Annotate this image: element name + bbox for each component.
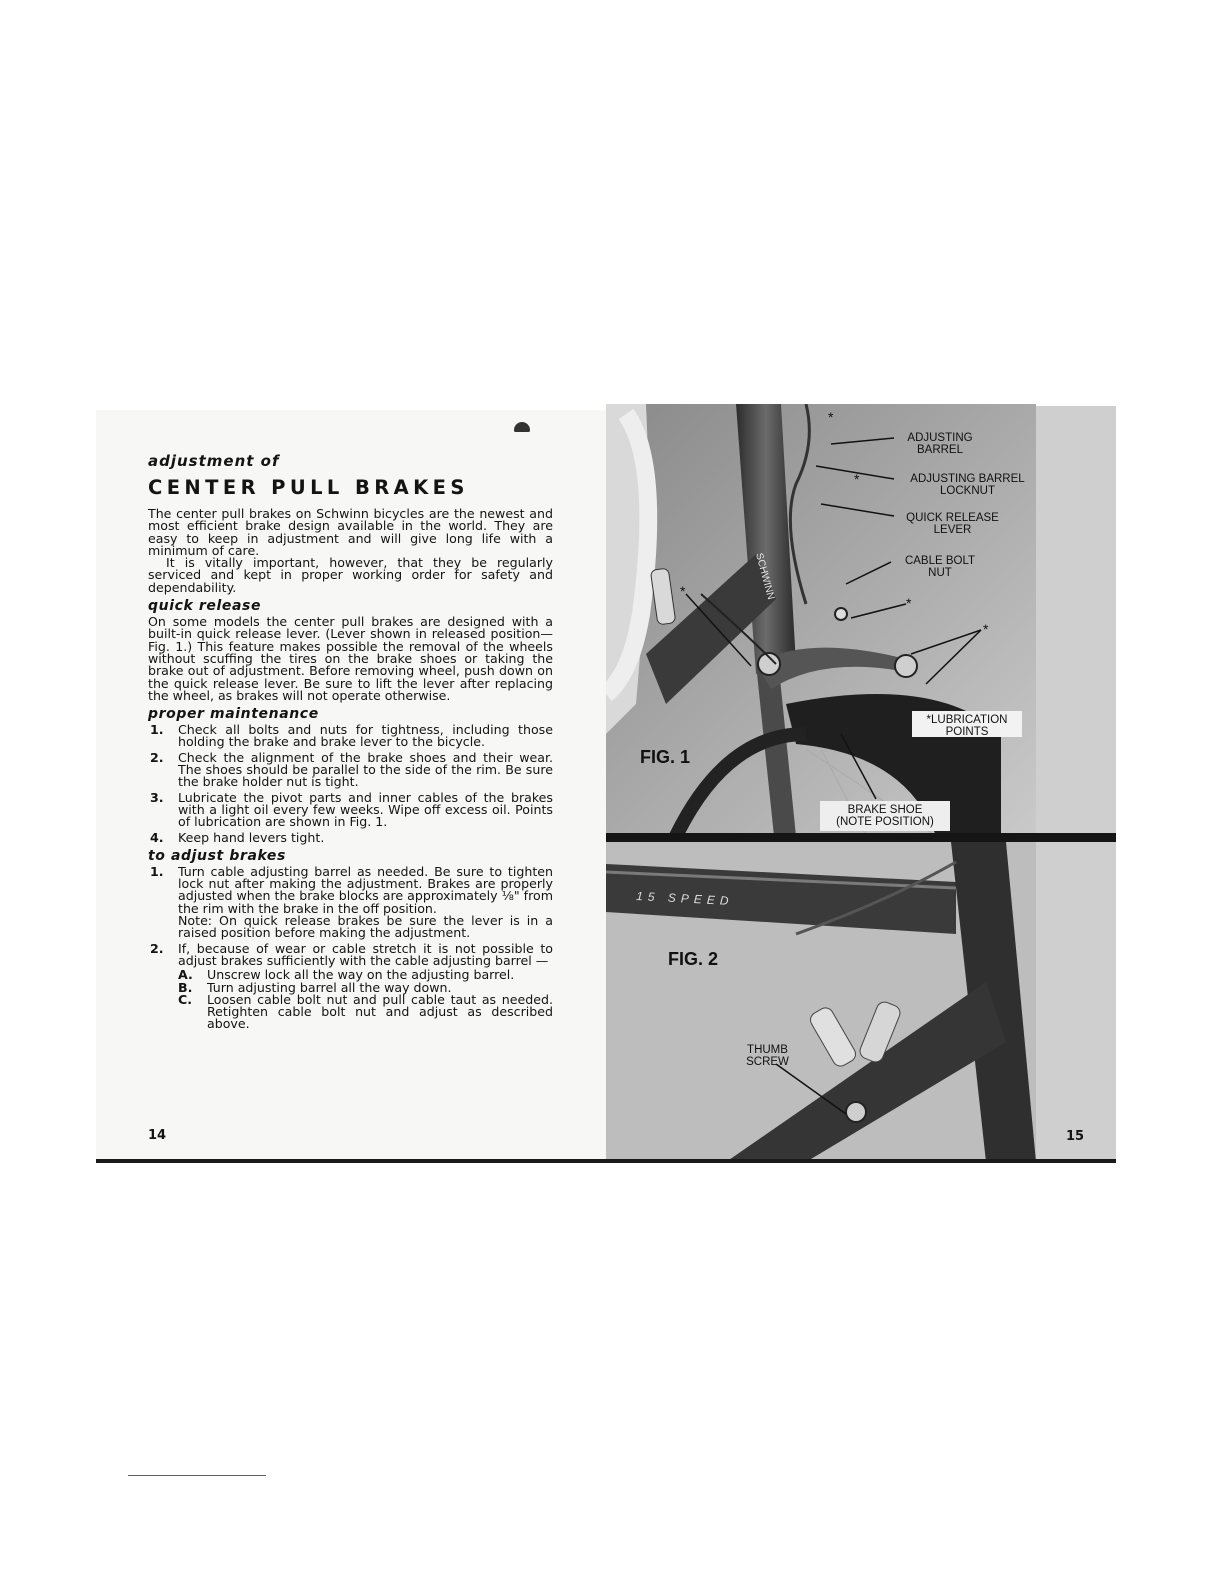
bottom-rule [96,1159,1116,1163]
step-text: Keep hand levers tight. [178,829,325,845]
callout-line: ADJUSTING BARREL [910,473,1025,485]
intro-paragraph-1: The center pull brakes on Schwinn bicycles are the newest and most efficient brake design available in the world. They are easy to keep in adjustment and will give long life with a minimum of care. [148,506,553,558]
figure-2-label: FIG. 2 [668,949,719,969]
left-page [96,410,606,1162]
step-text: Turn cable adjusting barrel as needed. Be sure to tighten lock nut after making the adjustment. Brakes are properly adjusted when the brake blocks are approximately ⅛" from the rim with the brake in the off position. [178,863,553,916]
callout-quick-release-lever [895,512,1010,536]
step-number: 1. [150,863,164,879]
figure-1-photo [606,404,1036,836]
callout-line: THUMB [747,1044,788,1056]
svg-text:*: * [680,583,686,599]
callout-line: CABLE BOLT [904,555,976,567]
callout-line: BRAKE SHOE [847,804,923,816]
callout-line: BARREL [916,444,964,456]
callout-thumb-screw [730,1044,805,1068]
sub-step-letter: A. [178,967,193,983]
list-item [148,863,553,941]
footnote-rule [128,1475,266,1476]
figure-divider [606,833,1116,842]
list-item [178,991,553,1032]
intro-paragraph-2: It is vitally important, however, that they be regularly serviced and kept in proper working order for safety and dependability. [148,555,553,595]
step-text: Check all bolts and nuts for tightness, including those holding the brake and brake lever to the bicycle. [178,722,553,750]
figure-2-illustration [606,842,1036,1162]
adjust-steps [148,863,553,1032]
figure-1-label: FIG. 1 [640,747,691,767]
list-item [148,789,553,830]
callout-cable-bolt-nut [890,555,990,579]
sub-step-letter: C. [178,991,193,1007]
step-number: 1. [150,722,164,738]
sub-step-text: Unscrew lock all the way on the adjusting barrel. [207,967,515,983]
step-number: 4. [150,829,164,845]
figure-2-photo [606,842,1036,1162]
frame-head-badge-text: SCHWINN [753,551,777,601]
callout-adjusting-barrel [890,432,990,456]
step-text: Check the alignment of the brake shoes and their wear. The shoes should be parallel to the side of the rim. Be sure the brake holder nut is tight. [178,749,553,790]
figure-1-illustration [606,404,1036,836]
callout-lubrication-points [912,714,1022,738]
quick-release-heading: quick release [148,598,262,615]
page-title: CENTER PULL BRAKES [148,476,469,499]
step-number: 2. [150,940,164,956]
sub-step-text: Loosen cable bolt nut and pull cable taut as needed. Retighten cable bolt nut and adjust as described above. [207,991,553,1032]
svg-text:*: * [854,471,860,487]
list-item [148,749,553,790]
list-item [148,829,553,845]
page-number-left: 14 [148,1128,167,1143]
step-number: 2. [150,749,164,765]
maintenance-steps [148,724,553,844]
callout-line: SCREW [746,1056,789,1068]
callout-line: QUICK RELEASE [906,512,999,524]
quick-release-text: On some models the center pull brakes are designed with a built-in quick release lever. (Lever shown in released position—Fig. 1.) This feature makes possible the removal of the wheels without scuffing the tires on the brake shoes or taking the brake out of adjustment. Before removing wheel, push down on the quick release lever. Be sure to lift the lever after replacing the wheel, as brakes will not operate otherwise. [148,614,553,703]
right-page-margin [1036,406,1116,1162]
callout-line: LOCKNUT [940,485,995,497]
sub-steps [178,969,553,1030]
adjust-heading: to adjust brakes [148,847,286,864]
callout-line: LEVER [933,524,972,536]
title-kicker: adjustment of [148,452,280,470]
callout-line: *LUBRICATION [926,714,1008,726]
sub-step-text: Turn adjusting barrel all the way down. [207,979,452,995]
list-item [148,724,553,749]
instructions-column [148,453,553,1034]
callout-barrel-locknut [895,473,1040,497]
callout-line: (NOTE POSITION) [836,816,934,828]
maintenance-heading: proper maintenance [148,706,319,723]
callout-brake-shoe [820,804,950,828]
step-number: 3. [150,789,164,805]
svg-text:*: * [906,595,912,611]
callout-line: POINTS [945,726,989,738]
svg-text:*: * [983,621,989,637]
step-text: Lubricate the pivot parts and inner cables of the brakes with a light oil every few weeks. Wipe off excess oil. Points of lubrication are shown in Fig. 1. [178,789,553,830]
step-text: If, because of wear or cable stretch it is not possible to adjust brakes sufficiently with the cable adjusting barrel — [178,940,553,968]
step-note: Note: On quick release brakes be sure the lever is in a raised position before making the adjustment. [178,913,553,941]
sub-step-letter: B. [178,979,193,995]
callout-line: NUT [928,567,952,579]
callout-line: ADJUSTING [907,432,973,444]
top-tube-decal: 15 SPEED [635,889,734,909]
punch-hole [514,422,530,432]
page-number-right: 15 [1066,1129,1085,1144]
list-item [148,940,553,1032]
svg-text:*: * [828,409,834,425]
